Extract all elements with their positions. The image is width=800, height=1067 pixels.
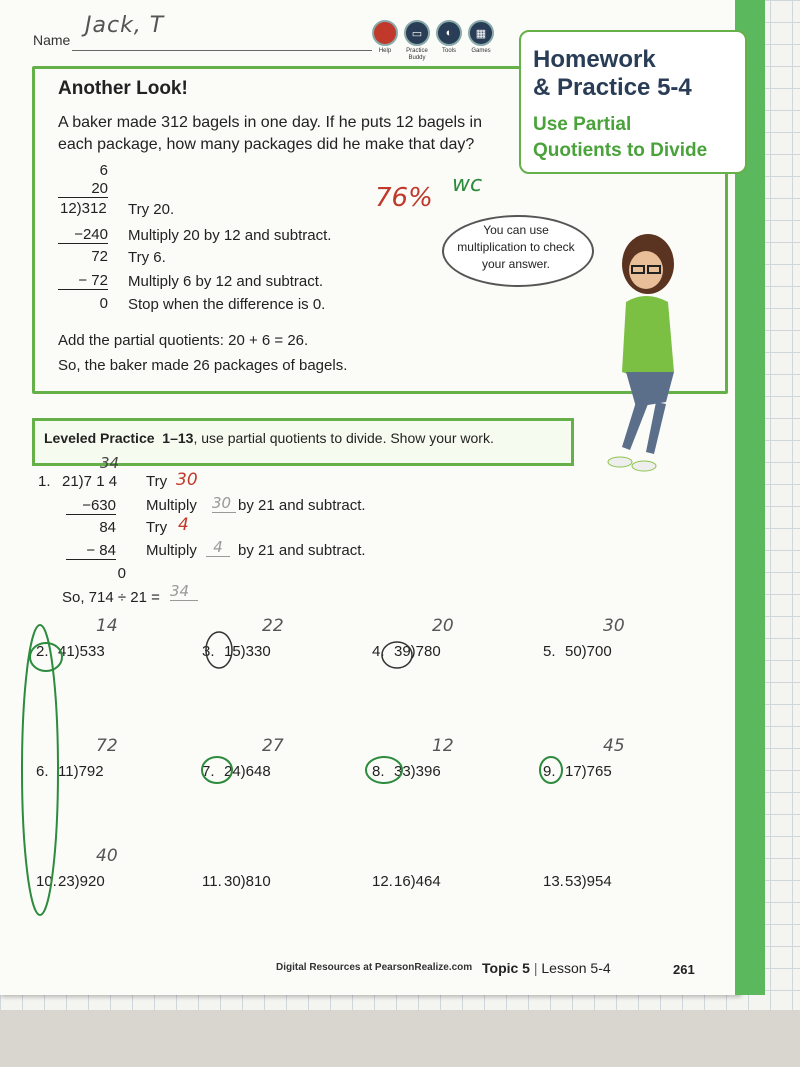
lesson-label: Lesson 5-4 xyxy=(541,960,611,976)
problem-number: 13. xyxy=(543,873,564,890)
problem-number: 3. xyxy=(202,643,215,660)
step-number: −240 xyxy=(58,226,108,244)
handwritten-answer: 20 xyxy=(432,616,454,636)
problem-division: 16)464 xyxy=(394,873,441,890)
multiply-suffix: by 21 and subtract. xyxy=(238,542,366,559)
handwritten-quotient: 34 xyxy=(100,454,120,472)
topic-label: Topic 5 xyxy=(482,960,530,976)
handwritten-answer: 30 xyxy=(603,616,625,636)
problem-division: 33)396 xyxy=(394,763,441,780)
handwritten-answer: 40 xyxy=(96,846,118,866)
quotient-top: 6 xyxy=(99,162,108,179)
so-line: So, 714 ÷ 21 = xyxy=(62,589,160,606)
icon-label: Practice Buddy xyxy=(406,48,428,61)
problem-number: 6. xyxy=(36,763,49,780)
add-partial-quotients: Add the partial quotients: 20 + 6 = 26. xyxy=(58,332,309,349)
try-label: Try xyxy=(146,519,168,536)
another-look-heading: Another Look! xyxy=(58,78,188,99)
digital-resources-link[interactable]: Digital Resources at PearsonRealize.com xyxy=(276,962,473,973)
another-look-problem: A baker made 312 bagels in one day. If he puts 12 bagels in each package, how many packages did he make that day? xyxy=(58,114,482,153)
icon-label: Help xyxy=(378,48,392,54)
multiply-suffix: by 21 and subtract. xyxy=(238,497,366,514)
problem-division: 30)810 xyxy=(224,873,271,890)
handwritten-try: 30 xyxy=(176,470,198,490)
problem-range: 1–13 xyxy=(162,430,194,446)
topic-lesson: Topic 5 | Lesson 5-4 xyxy=(482,960,611,976)
quotient-mid: 20 xyxy=(58,180,108,198)
handwritten-answer: 45 xyxy=(603,736,625,756)
step-number: 72 xyxy=(91,248,108,265)
step-text: Stop when the difference is 0. xyxy=(128,296,326,313)
problem-division: 39)780 xyxy=(394,643,441,660)
name-label: Name xyxy=(33,32,71,48)
handwritten-answer: 22 xyxy=(262,616,284,636)
wc-mark: wc xyxy=(452,172,483,197)
games-icon[interactable]: ▦ xyxy=(468,20,494,46)
step-text: Multiply 20 by 12 and subtract. xyxy=(128,227,332,244)
play-icon[interactable]: ▶ xyxy=(372,20,398,46)
speech-bubble-text: You can use multiplication to check your answer. xyxy=(457,223,575,271)
problem-division: 17)765 xyxy=(565,763,612,780)
conclusion-text: So, the baker made 26 packages of bagels. xyxy=(58,357,348,374)
handwritten-answer: 34 xyxy=(170,582,198,601)
page-number: 261 xyxy=(673,962,695,977)
problem-division: 50)700 xyxy=(565,643,612,660)
handwritten-answer: 14 xyxy=(96,616,118,636)
instructions-text: , use partial quotients to divide. Show your work. xyxy=(193,430,494,446)
icon-label: Games xyxy=(471,48,491,54)
problem-number: 8. xyxy=(372,763,385,780)
problem-division: 24)648 xyxy=(224,763,271,780)
badge-subtitle-line2: Quotients to Divide xyxy=(533,140,708,161)
division-setup: 12)312 xyxy=(60,200,107,217)
remainder-2: 0 xyxy=(117,565,126,582)
name-value: Jack, T xyxy=(85,13,165,38)
problem-number: 9. xyxy=(543,763,556,780)
problem-division: 41)533 xyxy=(58,643,105,660)
badge-title-line2: & Practice 5-4 xyxy=(533,74,692,101)
monitor-icon[interactable]: ▭ xyxy=(404,20,430,46)
handwritten-multiplier: 4 xyxy=(206,538,230,557)
problem-division: 23)920 xyxy=(58,873,105,890)
handwritten-answer: 72 xyxy=(96,736,118,756)
problem-division: 11)792 xyxy=(58,763,104,780)
problem-number: 5. xyxy=(543,643,556,660)
problem-number: 11. xyxy=(202,873,222,890)
try-label: Try xyxy=(146,473,168,490)
tools-icon[interactable]: ◐ xyxy=(436,20,462,46)
problem-division: 15)330 xyxy=(224,643,271,660)
try-20-text: Try 20. xyxy=(128,201,175,218)
problem-division: 21)7 1 4 xyxy=(62,473,118,490)
step-number: 0 xyxy=(99,295,108,312)
badge-subtitle-line1: Use Partial xyxy=(533,114,632,135)
problem-number: 4. xyxy=(372,643,385,660)
problem-number: 12. xyxy=(372,873,393,890)
icon-label: Tools xyxy=(441,48,456,54)
grade-mark: 76% xyxy=(375,183,433,213)
handwritten-answer: 12 xyxy=(432,736,454,756)
problem-number: 2. xyxy=(36,643,49,660)
multiply-label: Multiply xyxy=(146,542,197,559)
step-text: Multiply 6 by 12 and subtract. xyxy=(128,273,324,290)
problem-division: 53)954 xyxy=(565,873,612,890)
step-number: − 72 xyxy=(58,272,108,290)
multiply-label: Multiply xyxy=(146,497,197,514)
subtraction-2: − 84 xyxy=(66,542,116,560)
problem-number: 1. xyxy=(38,473,51,490)
leveled-heading: Leveled Practice xyxy=(44,430,155,446)
remainder-1: 84 xyxy=(99,519,116,536)
subtraction-1: −630 xyxy=(66,497,116,515)
handwritten-answer: 27 xyxy=(262,736,284,756)
step-text: Try 6. xyxy=(128,249,166,266)
problem-number: 7. xyxy=(202,763,215,780)
handwritten-try: 4 xyxy=(178,515,189,535)
problem-number: 10. xyxy=(36,873,57,890)
handwritten-multiplier: 30 xyxy=(212,494,236,513)
badge-title-line1: Homework xyxy=(533,46,656,73)
